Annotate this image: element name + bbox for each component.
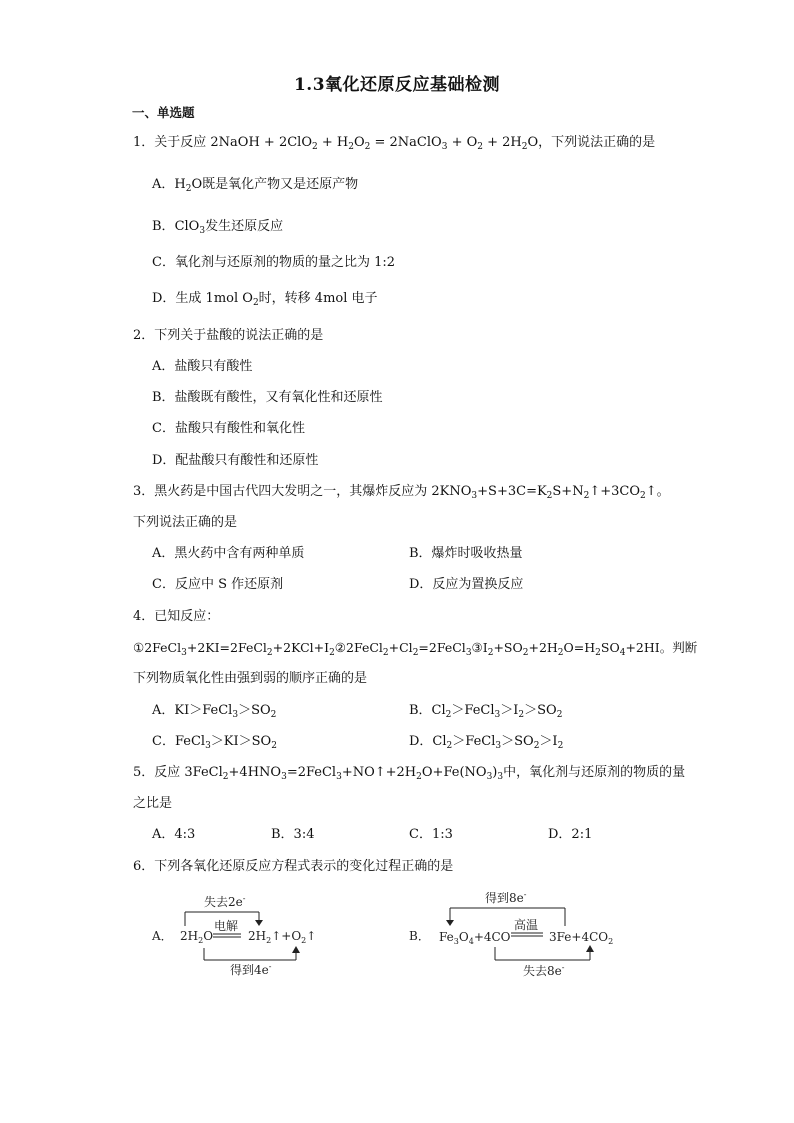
q5-option-d: D．2:1	[548, 827, 593, 842]
q5-option-a: A．4:3	[152, 827, 196, 842]
q6-b-label: B．	[409, 929, 430, 943]
q5-option-c: C．1:3	[409, 827, 453, 842]
q6-b-reactant: $Fe_3O_4+4CO$	[439, 930, 511, 946]
question-5-stem: 5．反应 $3FeCl_2+4HNO_3=2FeCl_3+NO↑+2H_2O+Fe(NO_3)_3$中，氧化剂与还原剂的物质的量	[133, 765, 686, 782]
question-5-stem-cont: 之比是	[133, 796, 173, 811]
section-heading: 一、单选题	[132, 105, 195, 120]
q4-option-b: B．$Cl_2>FeCl_3>I_2>SO_2$	[409, 703, 563, 720]
q6-a-gain-text: 得到4e-	[230, 962, 272, 977]
q3-option-b: B．爆炸时吸收热量	[409, 546, 523, 561]
q3-option-d: D．反应为置换反应	[409, 577, 524, 592]
q6-a-product: $2H_2↑+O_2↑$	[248, 929, 317, 945]
q2-option-d: D．配盐酸只有酸性和还原性	[152, 453, 319, 468]
q6-b-gain-text: 得到8e-	[485, 890, 527, 905]
question-3-stem: 3．黑火药是中国古代四大发明之一，其爆炸反应为 $2KNO_3+S+3C=K_2S+N_2↑+3CO_2↑$。	[133, 484, 670, 501]
q6-a-lose-text: 失去2e-	[204, 894, 246, 909]
q2-option-b: B．盐酸既有酸性，又有氧化性和还原性	[152, 390, 383, 405]
q1-option-c: C．氧化剂与还原剂的物质的量之比为 1:2	[152, 255, 396, 270]
question-6-stem: 6．下列各氧化还原反应方程式表示的变化过程正确的是	[133, 859, 454, 874]
q6-a-top-arrowhead	[255, 920, 263, 926]
q6-a-label: A．	[152, 929, 173, 943]
q6-b-product: $3Fe+4CO_2$	[549, 930, 614, 946]
q6-a-condition: 电解	[214, 919, 239, 933]
question-3-stem-cont: 下列说法正确的是	[133, 515, 238, 530]
q4-option-d: D．$Cl_2>FeCl_3>SO_2>I_2$	[409, 734, 564, 751]
page-title: 1.3氧化还原反应基础检测	[293, 75, 501, 95]
q1-option-d: D．生成 1mol $O_2$时，转移 4mol 电子	[152, 291, 378, 308]
q6-a-reactant: $2H_2O$	[180, 929, 214, 945]
q6-option-b-diagram	[407, 884, 622, 984]
q1-option-a: A．$H_2O$既是氧化产物又是还原产物	[152, 177, 359, 194]
q2-option-a: A．盐酸只有酸性	[152, 359, 253, 374]
q4-option-c: C．$FeCl_3>KI>SO_2$	[152, 734, 277, 751]
q6-option-a-diagram	[150, 884, 360, 984]
question-4-equations: $①2FeCl_3+2KI=2FeCl_2+2KCl+I_2②2FeCl_2+Cl_2=2FeCl_3③I_2+SO_2+2H_2O=H_2SO_4+2HI$。判断	[133, 640, 698, 658]
question-2-stem: 2．下列关于盐酸的说法正确的是	[133, 328, 324, 343]
q3-option-c: C．反应中 S 作还原剂	[152, 577, 284, 592]
q1-option-b: B．ClO$_3$发生还原反应	[152, 219, 284, 236]
question-1-stem: 1．关于反应 2NaOH + $2ClO_2 + H_2O_2$ = 2NaClO$_3$ + $O_2 + 2H_2O$，下列说法正确的是	[133, 135, 656, 152]
question-4-stem-cont: 下列物质氧化性由强到弱的顺序正确的是	[133, 671, 368, 686]
q6-b-lose-text: 失去8e-	[523, 963, 565, 978]
q5-option-b: B．3:4	[271, 827, 315, 842]
q2-option-c: C．盐酸只有酸性和氧化性	[152, 421, 305, 436]
q4-option-a: A．$KI>FeCl_3>SO_2$	[152, 703, 277, 720]
q1-equation: 2NaOH + $2ClO_2 + H_2O_2$ = 2NaClO$_3$ + $O_2 + 2H_2O$	[210, 135, 539, 152]
q6-b-top-arrowhead	[446, 920, 454, 926]
q6-b-condition: 高温	[514, 918, 539, 932]
q3-option-a: A．黑火药中含有两种单质	[152, 546, 305, 561]
question-4-stem: 4．已知反应：	[133, 609, 220, 624]
q6-b-bottom-arrowhead	[586, 945, 594, 952]
q6-a-bottom-arrowhead	[292, 946, 300, 953]
